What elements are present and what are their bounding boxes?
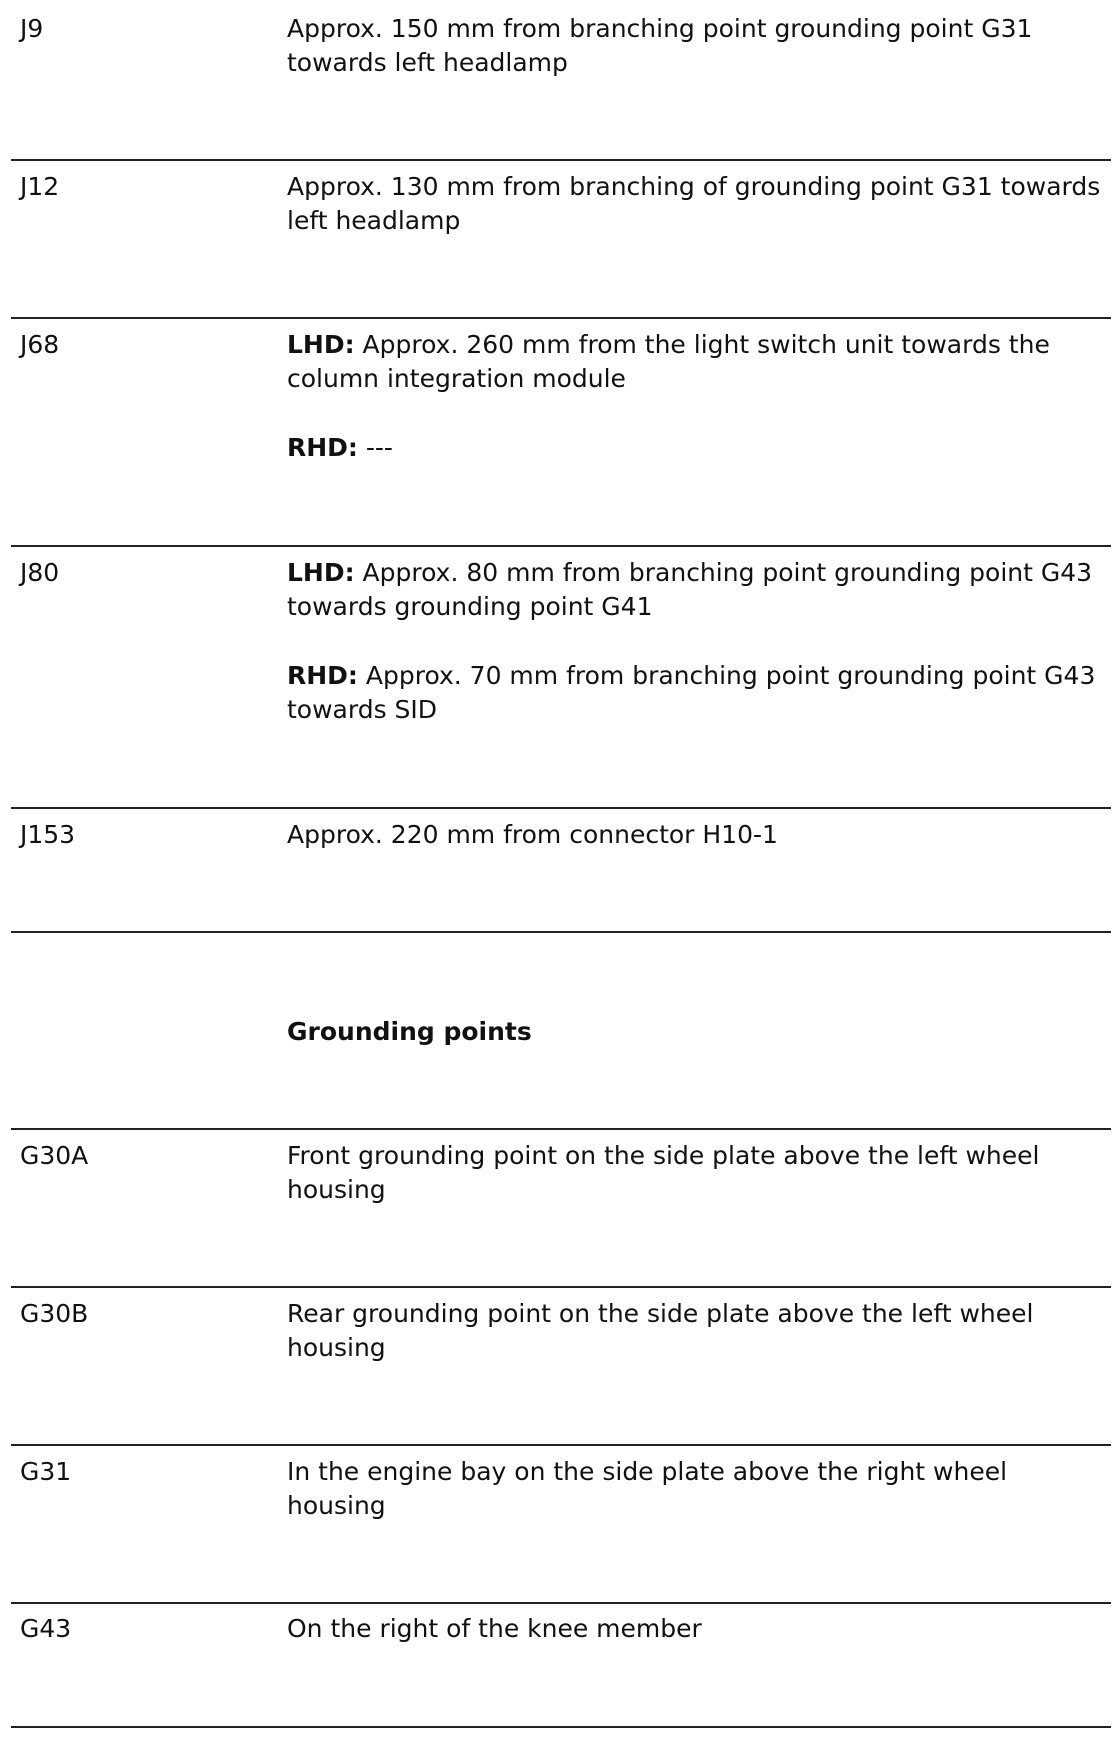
- splice-code: J153: [20, 820, 76, 849]
- row-divider: [11, 545, 1111, 547]
- description-paragraph: Rear grounding point on the side plate above the left wheel housing: [287, 1299, 1034, 1362]
- row-divider: [11, 807, 1111, 809]
- description-paragraph-lhd: [287, 328, 1102, 396]
- splice-description: [287, 12, 1102, 80]
- description-paragraph-rhd: [287, 659, 1102, 727]
- description-paragraph: In the engine bay on the side plate above the right wheel housing: [287, 1457, 1008, 1520]
- description-paragraph: Approx. 220 mm from connector H10-1: [287, 820, 778, 849]
- rhd-text: Approx. 70 mm from branching point grounding point G43 towards SID: [287, 661, 1096, 724]
- grounding-code: G30B: [20, 1299, 89, 1328]
- grounding-description: [287, 1139, 1102, 1207]
- row-divider: [11, 159, 1111, 161]
- splice-description: [287, 170, 1102, 238]
- row-divider: [11, 317, 1111, 319]
- lhd-text: Approx. 260 mm from the light switch unit towards the column integration module: [287, 330, 1050, 393]
- row-divider: [11, 1286, 1111, 1288]
- splice-description: [287, 818, 1102, 852]
- section-heading-grounding-points: Grounding points: [287, 1017, 532, 1046]
- row-divider: [11, 1602, 1111, 1604]
- rhd-text: ---: [357, 433, 393, 462]
- row-divider: [11, 1444, 1111, 1446]
- lhd-label: LHD:: [287, 330, 355, 359]
- splice-code: J9: [20, 14, 44, 43]
- grounding-code: G43: [20, 1614, 72, 1643]
- description-paragraph-lhd: [287, 556, 1102, 624]
- grounding-code: G30A: [20, 1141, 89, 1170]
- rhd-label: RHD:: [287, 661, 358, 690]
- splice-description: [287, 556, 1102, 727]
- lhd-text: Approx. 80 mm from branching point grounding point G43 towards grounding point G41: [287, 558, 1093, 621]
- splice-code: J80: [20, 558, 60, 587]
- row-divider: [11, 1726, 1111, 1728]
- description-paragraph: Approx. 130 mm from branching of grounding point G31 towards left headlamp: [287, 172, 1101, 235]
- grounding-description: [287, 1297, 1102, 1365]
- description-paragraph: On the right of the knee member: [287, 1614, 702, 1643]
- grounding-code: G31: [20, 1457, 72, 1486]
- description-paragraph-rhd: [287, 431, 1102, 465]
- lhd-label: LHD:: [287, 558, 355, 587]
- rhd-label: RHD:: [287, 433, 358, 462]
- splice-code: J12: [20, 172, 60, 201]
- row-divider: [11, 1128, 1111, 1130]
- description-paragraph: Approx. 150 mm from branching point grounding point G31 towards left headlamp: [287, 14, 1033, 77]
- grounding-description: [287, 1612, 1102, 1646]
- splice-description: [287, 328, 1102, 465]
- grounding-description: [287, 1455, 1102, 1523]
- splice-code: J68: [20, 330, 60, 359]
- description-paragraph: Front grounding point on the side plate above the left wheel housing: [287, 1141, 1040, 1204]
- row-divider: [11, 931, 1111, 933]
